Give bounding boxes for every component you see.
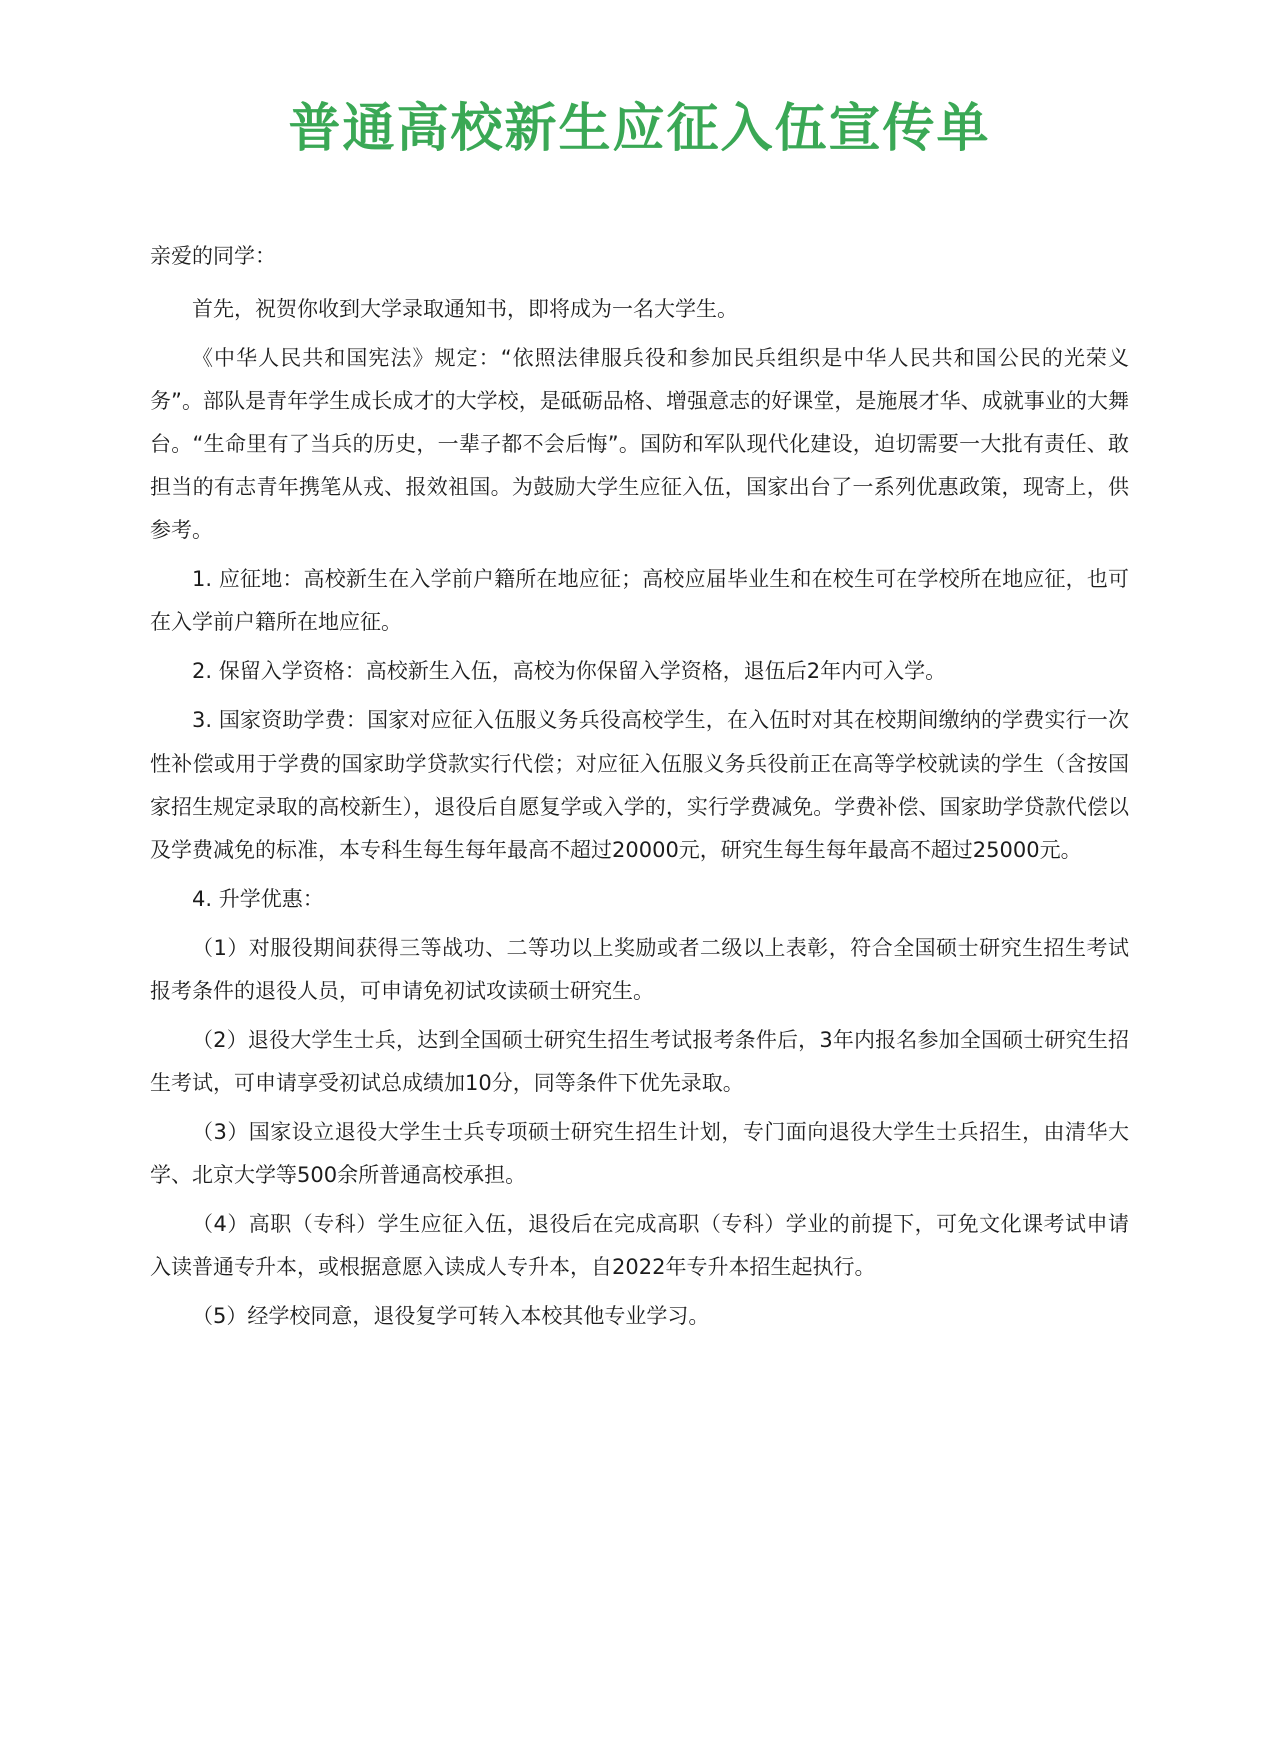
paragraph-item-4-4: （4）高职（专科）学生应征入伍，退役后在完成高职（专科）学业的前提下，可免文化课考试申请入读普通专升本，或根据意愿入读成人专升本，自2022年专升本招生起执行。 [150, 1211, 1129, 1280]
paragraph-item-4: 4. 升学优惠： [192, 886, 324, 911]
page-title: 普通高校新生应征入伍宣传单 [288, 98, 991, 159]
paragraph-item-4-1: （1）对服役期间获得三等战功、二等功以上奖励或者二级以上表彰，符合全国硕士研究生招生考试报考条件的退役人员，可申请免初试攻读硕士研究生。 [150, 935, 1129, 1003]
paragraph-item-3: 3. 国家资助学费：国家对应征入伍服义务兵役高校学生，在入伍时对其在校期间缴纳的学费实行一次性补偿或用于学费的国家助学贷款实行代偿；对应征入伍服义务兵役前正在高等学校就读的学生（含按国家招生规定录取的高校新生），退役后自愿复学或入学的，实行学费减免。学费补偿、国家助学贷款代偿以及学费减免的标准，本专科生每生每年最高不超过20000元，研究生每生每年最高不超过25000元。 [150, 708, 1129, 862]
paragraph-salutation: 亲爱的同学： [150, 244, 276, 268]
paragraph-item-1: 1. 应征地：高校新生在入学前户籍所在地应征；高校应届毕业生和在校生可在学校所在地应征，也可在入学前户籍所在地应征。 [150, 567, 1129, 635]
paragraph-congrats: 首先，祝贺你收到大学录取通知书，即将成为一名大学生。 [192, 297, 738, 322]
document-body [150, 235, 1129, 1338]
paragraph-item-4-3: （3）国家设立退役大学生士兵专项硕士研究生招生计划，专门面向退役大学生士兵招生，由清华大学、北京大学等500余所普通高校承担。 [150, 1119, 1129, 1187]
paragraph-item-4-5: （5）经学校同意，退役复学可转入本校其他专业学习。 [192, 1304, 710, 1329]
paragraph-constitution: 《中华人民共和国宪法》规定：“依照法律服兵役和参加民兵组织是中华人民共和国公民的光荣义务”。部队是青年学生成长成才的大学校，是砥砺品格、增强意志的好课堂，是施展才华、成就事业的大舞台。“生命里有了当兵的历史，一辈子都不会后悔”。国防和军队现代化建设，迫切需要一大批有责任、敢担当的有志青年携笔从戎、报效祖国。为鼓励大学生应征入伍，国家出台了一系列优惠政策，现寄上，供参考。 [150, 346, 1129, 543]
paragraph-item-2: 2. 保留入学资格：高校新生入伍，高校为你保留入学资格，退伍后2年内可入学。 [192, 659, 947, 684]
paragraph-item-4-2: （2）退役大学生士兵，达到全国硕士研究生招生考试报考条件后，3年内报名参加全国硕士研究生招生考试，可申请享受初试总成绩加10分，同等条件下优先录取。 [150, 1027, 1129, 1095]
